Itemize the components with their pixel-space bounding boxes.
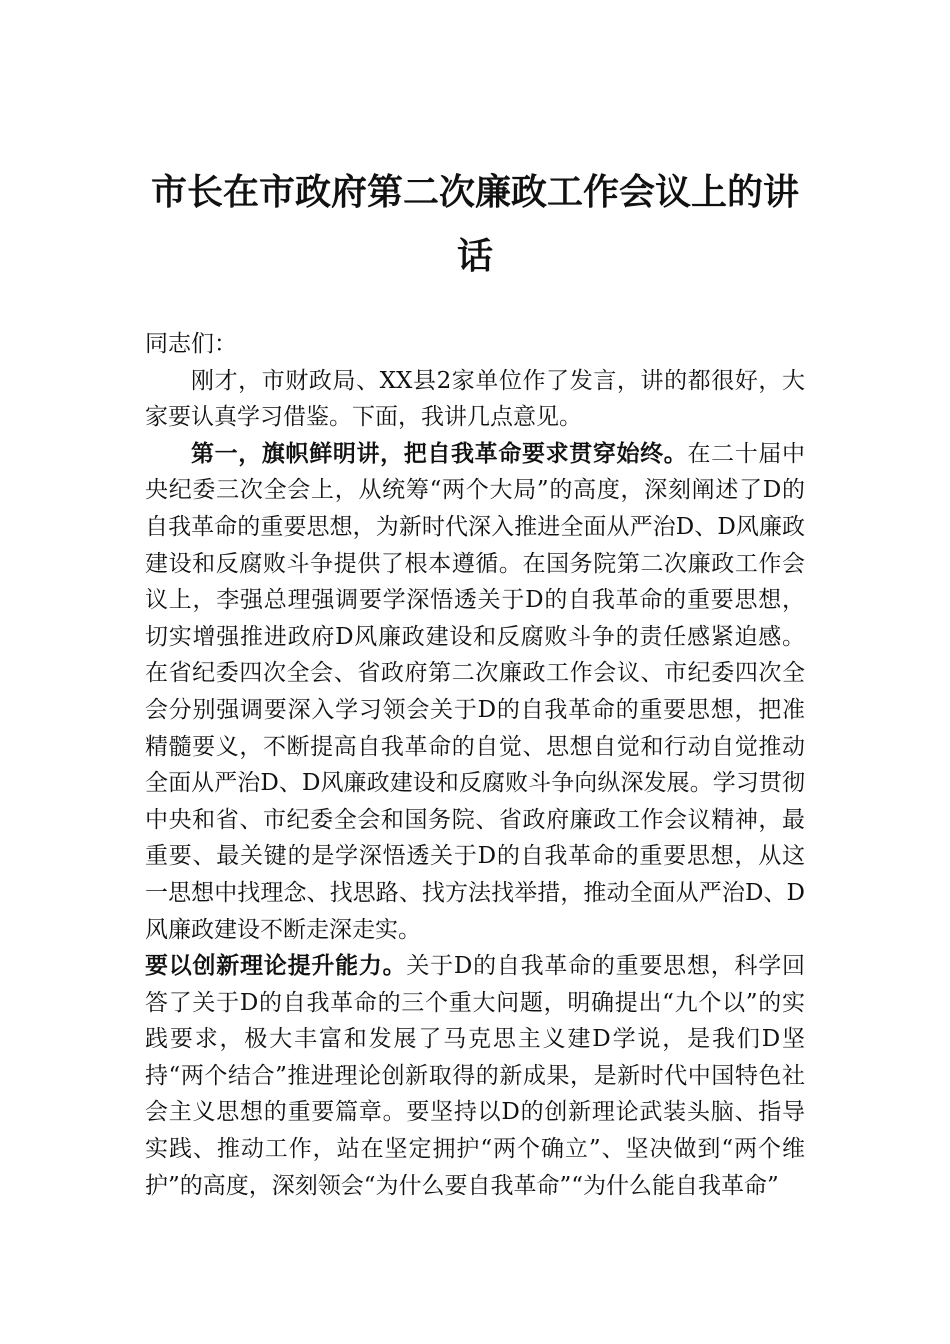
title-line-2: 话 <box>456 235 493 277</box>
section-1-text: 在二十届中央纪委三次全会上，从统筹“两个大局”的高度，深刻阐述了D的自我革命的重要思想，为新时代深入推进全面从严治D、D风廉政建设和反腐败斗争提供了根本遵循。在国务院第二次廉政工作会议上，李强总理强调要学深悟透关于D的自我革命的重要思想，切实增强推进政府D风廉政建设和反腐败斗争的责任感紧迫感。在省纪委四次全会、省政府第二次廉政工作会议、市纪委四次全会分别强调要深入学习领会关于D的自我革命的重要思想，把准精髓要义，不断提高自我革命的自觉、思想自觉和行动自觉推动全面从严治D、D风廉政建设和反腐败斗争向纵深发展。学习贯彻中央和省、市纪委全会和国务院、省政府廉政工作会议精神，最重要、最关键的是学深悟透关于D的自我革命的重要思想，从这一思想中找理念、找思路、找方法找举措，推动全面从严治D、D风廉政建设不断走深走实。 <box>145 440 806 943</box>
page-title <box>145 160 805 288</box>
intro-paragraph: 刚才，市财政局、XX县2家单位作了发言，讲的都很好，大家要认真学习借鉴。下面，我讲几点意见。 <box>145 367 805 431</box>
subsection-1-text: 关于D的自我革命的重要思想，科学回答了关于D的自我革命的三个重大问题，明确提出“九个以”的实践要求，极大丰富和发展了马克思主义建D学说，是我们D坚持“两个结合”推进理论创新取得的新成果，是新时代中国特色社会主义思想的重要篇章。要坚持以D的创新理论武装头脑、指导实践、推动工作，站在坚定拥护“两个确立”、坚决做到“两个维护”的高度，深刻领会“为什么要自我革命”“为什么能自我革命” <box>145 953 805 1199</box>
subsection-1-paragraph <box>145 948 805 1204</box>
title-line-1: 市长在市政府第二次廉政工作会议上的讲 <box>150 171 799 213</box>
section-1-heading: 第一，旗帜鲜明讲，把自我革命要求贯穿始终。 <box>191 439 688 467</box>
document-body <box>145 326 805 1204</box>
section-1-paragraph <box>145 436 805 948</box>
subsection-1-heading: 要以创新理论提升能力。 <box>145 952 407 980</box>
salutation: 同志们： <box>145 331 237 357</box>
